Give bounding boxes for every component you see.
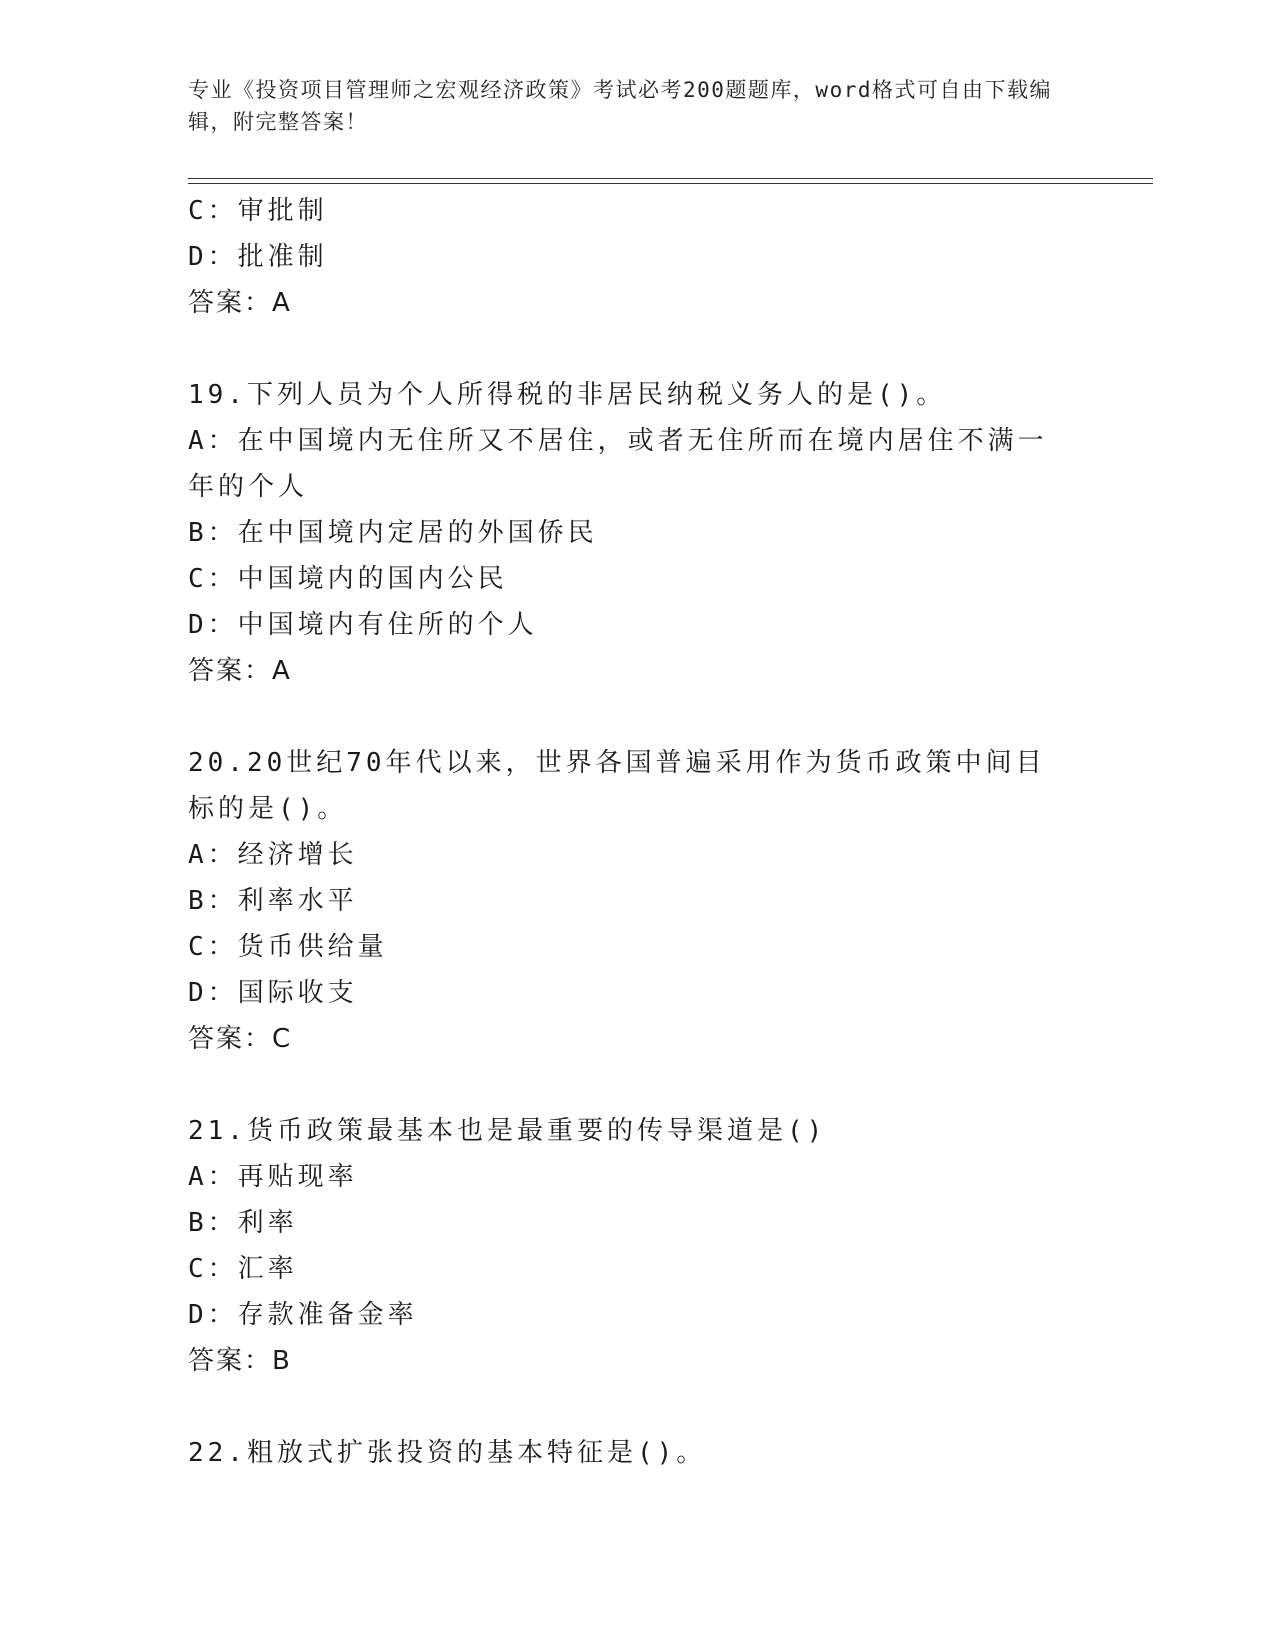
question-text: 19.下列人员为个人所得税的非居民纳税义务人的是()。 <box>188 380 947 410</box>
option-b: B：利率水平 <box>188 886 358 916</box>
spacer <box>188 326 1088 372</box>
answer-line: 答案：A <box>188 288 292 318</box>
option-a: A：经济增长 <box>188 840 358 870</box>
answer-line: 答案：C <box>188 1024 293 1054</box>
option-d: D：中国境内有住所的个人 <box>188 610 538 640</box>
option-a: A：在中国境内无住所又不居住，或者无住所而在境内居住不满一年的个人 <box>188 426 1048 502</box>
option-c: C：中国境内的国内公民 <box>188 564 508 594</box>
answer-line: 答案：A <box>188 656 292 686</box>
question-22 <box>188 1430 1088 1476</box>
option-d: D：存款准备金率 <box>188 1300 418 1330</box>
option-a: A：再贴现率 <box>188 1162 358 1192</box>
spacer <box>188 1384 1088 1430</box>
answer-line: 答案：B <box>188 1346 292 1376</box>
page-header: 专业《投资项目管理师之宏观经济政策》考试必考200题题库，word格式可自由下载编辑，附完整答案！ <box>188 78 1052 134</box>
question-list <box>188 188 1088 1476</box>
option-c: C：货币供给量 <box>188 932 388 962</box>
header-divider-top <box>188 178 1153 179</box>
option-b: B：在中国境内定居的外国侨民 <box>188 518 598 548</box>
question-text: 20.20世纪70年代以来，世界各国普遍采用作为货币政策中间目标的是()。 <box>188 748 1046 824</box>
option-b: B：利率 <box>188 1208 298 1238</box>
spacer <box>188 694 1088 740</box>
question-21 <box>188 1108 1088 1384</box>
question-text: 21.货币政策最基本也是最重要的传导渠道是() <box>188 1116 827 1146</box>
spacer <box>188 1062 1088 1108</box>
question-19 <box>188 372 1088 694</box>
question-text: 22.粗放式扩张投资的基本特征是()。 <box>188 1438 707 1468</box>
option-d: D：国际收支 <box>188 978 358 1008</box>
option-c: C：审批制 <box>188 196 328 226</box>
question-18-tail <box>188 188 1088 326</box>
option-c: C：汇率 <box>188 1254 298 1284</box>
header-divider-bottom <box>188 183 1153 184</box>
question-20 <box>188 740 1088 1062</box>
option-d: D：批准制 <box>188 242 328 272</box>
